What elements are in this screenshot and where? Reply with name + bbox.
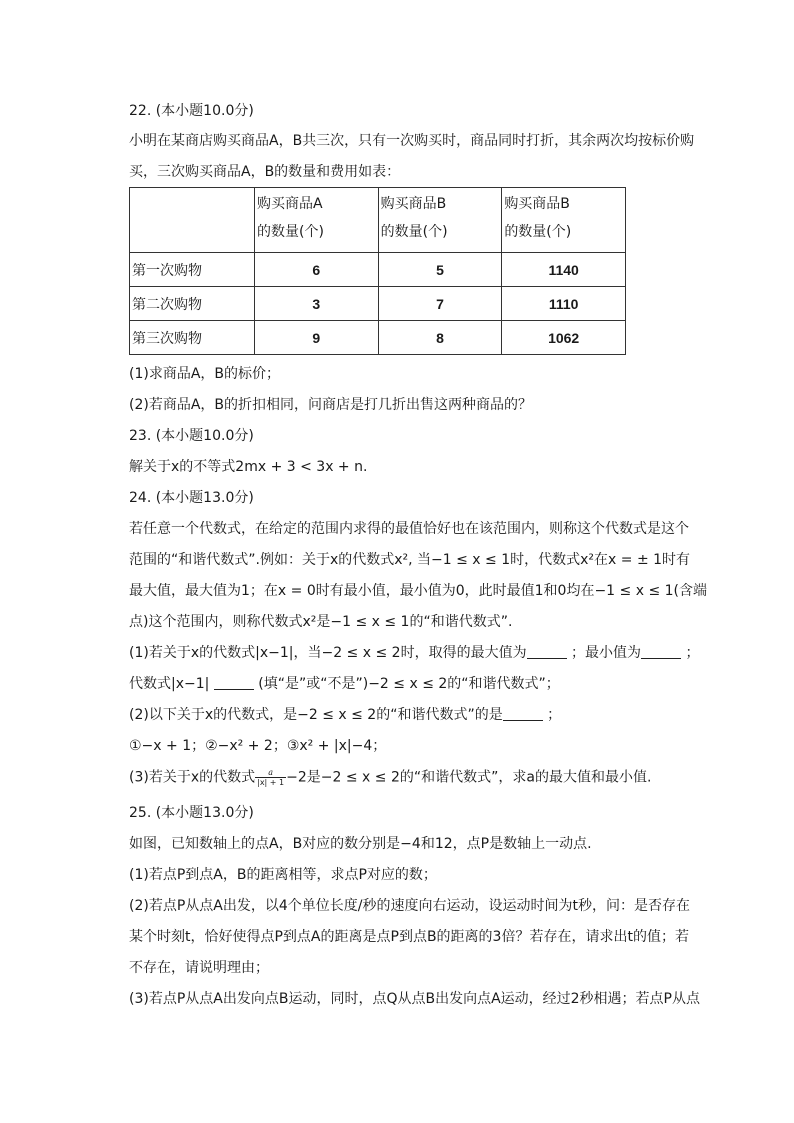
table-row <box>130 253 626 287</box>
q24-sub3: (3)若关于x的代数式 $\frac{a}{|x| + 1}$ −2是−2 ≤ x ≤ 2的“和谐代数式”，求a的最大值和最小值. <box>129 768 652 787</box>
table-header-cell: 购买商品B 的数量(个) <box>378 188 502 253</box>
q25-sub2-line3: 不存在，请说明理由； <box>129 960 269 976</box>
content <box>129 102 708 1021</box>
table-header-cell: 购买商品B 的数量(个) <box>502 188 626 253</box>
row-label: 第二次购物 <box>130 287 255 321</box>
q25-sub2-line2: 某个时刻t，恰好使得点P到点A的距离是点P到点B的距离的3倍？若存在，请求出t的值；若 <box>129 929 689 945</box>
q24-sub1-line2: 代数式|x−1| (填“是”或“不是”)−2 ≤ x ≤ 2的“和谐代数式”； <box>129 676 560 692</box>
q24-sub1-line1: (1)若关于x的代数式|x−1|，当−2 ≤ x ≤ 2时，取得的最大值为 ；最小值为 ； <box>129 645 700 661</box>
q22-sub2: (2)若商品A，B的折扣相同，问商店是打几折出售这两种商品的？ <box>129 397 533 413</box>
row-label: 第三次购物 <box>130 321 255 355</box>
q24-sub2-options: ①−x + 1；②−x² + 2；③x² + |x|−4； <box>129 738 387 754</box>
answer-blank <box>503 706 543 721</box>
q22-intro-line2: 买，三次购买商品A，B的数量和费用如表： <box>129 164 401 180</box>
q22-heading: 22. (本小题10.0分) <box>129 103 254 119</box>
cell-cost: 1110 <box>502 287 626 321</box>
answer-blank <box>641 644 681 659</box>
purchase-table <box>129 187 626 355</box>
q23-text: 解关于x的不等式2mx + 3 < 3x + n. <box>129 459 368 475</box>
table-row <box>130 321 626 355</box>
q24-p1: 若任意一个代数式，在给定的范围内求得的最值恰好也在该范围内，则称这个代数式是这个 <box>129 521 689 537</box>
cell-a: 3 <box>255 287 379 321</box>
answer-blank <box>214 675 254 690</box>
q22-intro-line1: 小明在某商店购买商品A，B共三次，只有一次购买时，商品同时打折，其余两次均按标价购 <box>129 133 695 149</box>
fraction: $\frac{a}{|x| + 1}$ <box>257 768 285 787</box>
cell-cost: 1140 <box>502 253 626 287</box>
answer-blank <box>527 644 567 659</box>
q24-sub2: (2)以下关于x的代数式，是−2 ≤ x ≤ 2的“和谐代数式”的是 ； <box>129 707 562 723</box>
q24-heading: 24. (本小题13.0分) <box>129 490 254 506</box>
q25-sub1: (1)若点P到点A，B的距离相等，求点P对应的数； <box>129 867 437 883</box>
cell-b: 5 <box>378 253 502 287</box>
q25-sub3: (3)若点P从点A出发向点B运动，同时，点Q从点B出发向点A运动，经过2秒相遇；若点P从点 <box>129 991 701 1007</box>
q24-p4: 点)这个范围内，则称代数式x²是−1 ≤ x ≤ 1的“和谐代数式”. <box>129 614 513 630</box>
table-header-cell: 购买商品A 的数量(个) <box>255 188 379 253</box>
cell-cost: 1062 <box>502 321 626 355</box>
cell-b: 7 <box>378 287 502 321</box>
q23-heading: 23. (本小题10.0分) <box>129 428 254 444</box>
table-row <box>130 287 626 321</box>
row-label: 第一次购物 <box>130 253 255 287</box>
q24-p2: 范围的“和谐代数式”.例如：关于x的代数式x², 当−1 ≤ x ≤ 1时，代数式x²在x = ± 1时有 <box>129 552 691 568</box>
table-header-cell <box>130 188 255 253</box>
cell-a: 6 <box>255 253 379 287</box>
q22-sub1: (1)求商品A，B的标价； <box>129 366 281 382</box>
q25-sub2-line1: (2)若点P从点A出发，以4个单位长度/秒的速度向右运动，设运动时间为t秒，问：是否存在 <box>129 898 690 914</box>
table-header-row <box>130 188 626 253</box>
q25-heading: 25. (本小题13.0分) <box>129 805 254 821</box>
cell-b: 8 <box>378 321 502 355</box>
q24-p3: 最大值，最大值为1；在x = 0时有最小值，最小值为0，此时最值1和0均在−1 ≤ x ≤ 1(含端 <box>129 583 708 599</box>
cell-a: 9 <box>255 321 379 355</box>
q25-p1: 如图，已知数轴上的点A，B对应的数分别是−4和12，点P是数轴上一动点. <box>129 836 592 852</box>
